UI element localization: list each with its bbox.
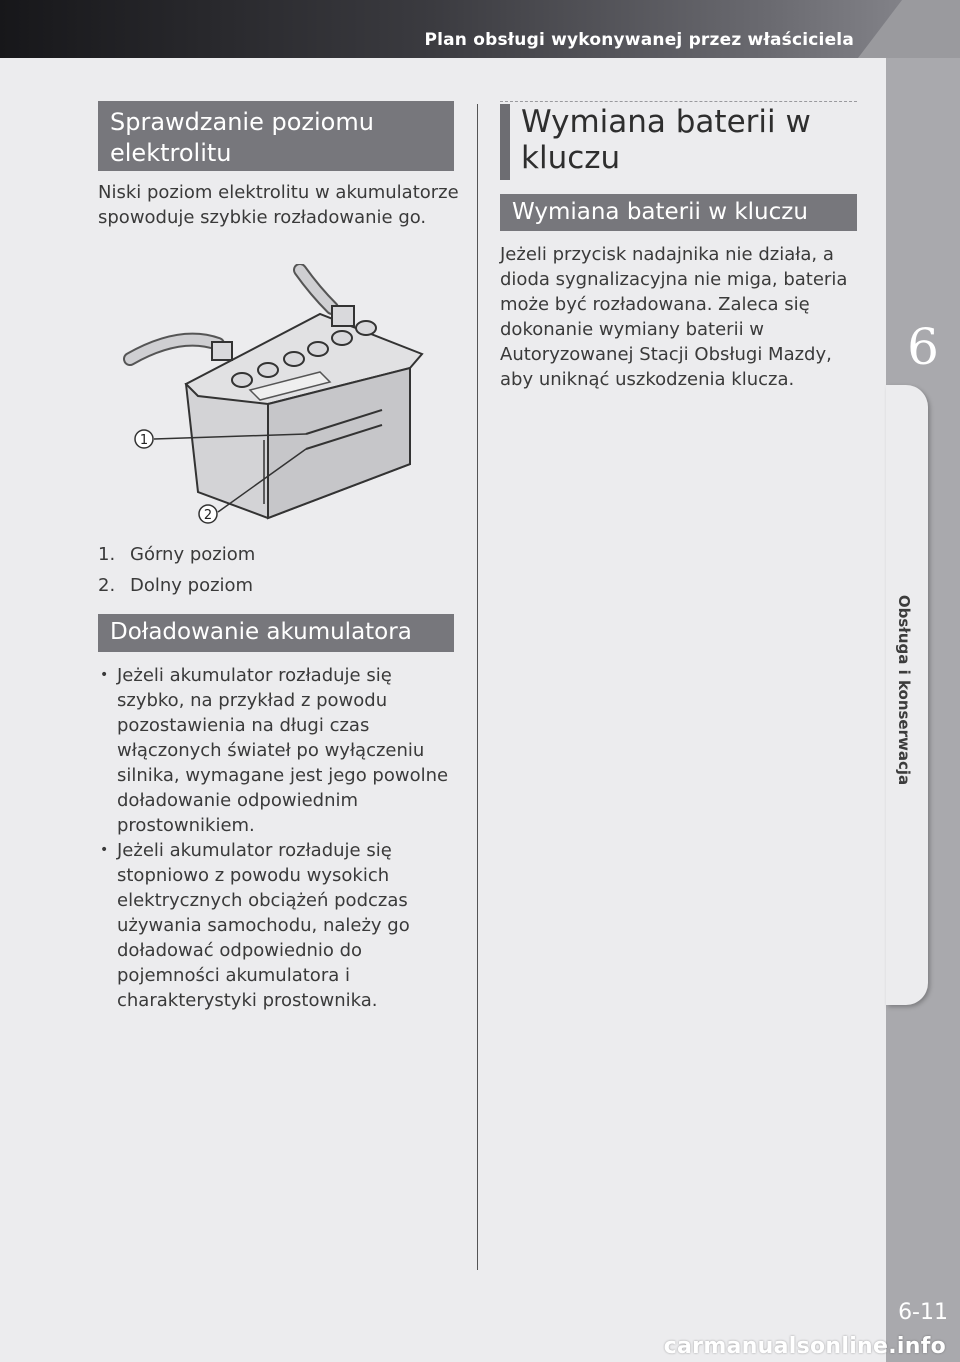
electrolyte-text: Niski poziom elektrolitu w akumulatorze spowoduje szybkie rozładowanie go. [98,182,459,228]
callout-1-text: 1 [139,433,149,448]
bullet-item [100,663,460,838]
section-heading-charging: Doładowanie akumulatora [98,614,454,652]
dotted-rule [500,101,857,102]
section-heading-key-battery: Wymiana baterii w kluczu [500,194,857,231]
legend-num: 2. [98,575,116,596]
section-heading-electrolyte: Sprawdzanie poziomu elektrolitu [98,101,454,171]
bullet-text: Jeżeli akumulator rozładuje się szybko, na przykład z powodu pozostawienia na długi czas włączonych świateł po wyłączeniu silnika, wymagane jest jego powolne doładowanie odpowiednim prostownikiem. [117,665,449,836]
header-title: Plan obsługi wykonywanej przez właściciela [424,30,854,50]
key-battery-text: Jeżeli przycisk nadajnika nie działa, a dioda sygnalizacyjna nie miga, bateria może być rozładowana. Zaleca się dokonanie wymiany baterii w Autoryzowanej Stacji Obsługi Mazdy, aby uniknąć uszkodzenia klucza. [500,244,848,390]
bullet-dot-icon: • [100,842,109,858]
page-number: 6-11 [898,1300,948,1325]
chapter-number: 6 [907,318,939,376]
column-divider [477,104,478,1270]
callout-2-text: 2 [203,508,213,523]
legend-label: Dolny poziom [130,575,254,596]
legend-label: Górny poziom [130,544,256,565]
legend-list [98,539,454,601]
legend-item [98,570,454,601]
chapter-label: Obsługa i konserwacja [895,594,913,786]
legend-item [98,539,454,570]
bullet-item [100,838,460,1013]
legend-num: 1. [98,544,116,565]
charging-bullet-list [100,663,460,1013]
watermark: carmanualsonline.info [663,1334,946,1359]
page-title: Wymiana baterii w kluczu [500,104,857,180]
bullet-text: Jeżeli akumulator rozładuje się stopniowo z powodu wysokich elektrycznych obciążeń podczas używania samochodu, należy go doładować odpowiednio do pojemności akumulatora i charakterystyki prostownika. [117,840,410,1011]
battery-illustration [120,264,440,534]
bullet-dot-icon: • [100,667,109,683]
